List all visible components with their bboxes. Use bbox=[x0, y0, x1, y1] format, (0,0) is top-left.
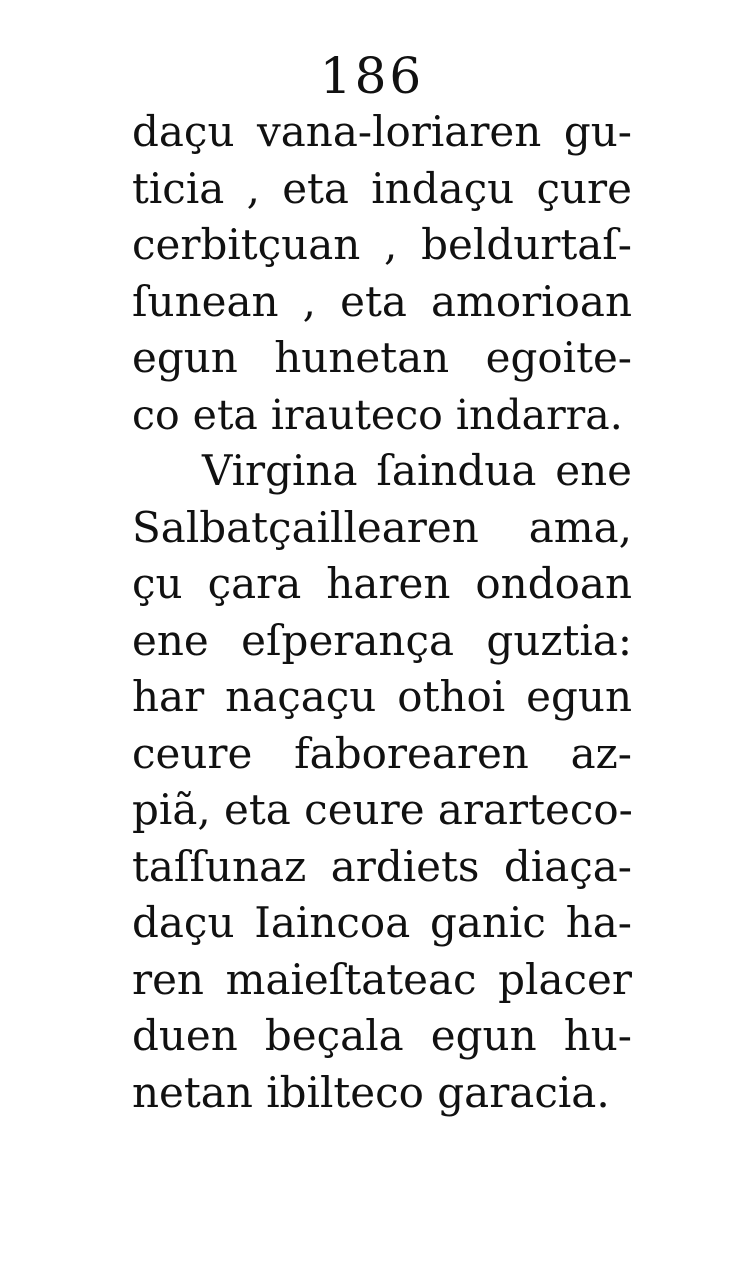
text-line: ene eſperança guztia: bbox=[132, 615, 632, 665]
text-line: cerbitçuan , beldurtaſ- bbox=[132, 220, 632, 269]
text-line: piã, eta ceure ararteco- bbox=[132, 785, 633, 834]
page-number: 186 bbox=[319, 47, 425, 105]
text-line: ticia , eta indaçu çure bbox=[132, 163, 632, 213]
text-line: har naçaçu othoi egun bbox=[132, 672, 632, 721]
text-line: duen beçala egun hu- bbox=[132, 1011, 632, 1060]
text-line: daçu vana-loriaren gu- bbox=[132, 107, 632, 156]
paragraph-first-line: Virgina ſaindua ene bbox=[202, 446, 632, 495]
text-line: çu çara haren ondoan bbox=[132, 559, 632, 608]
text-line: ren maieſtateac placer bbox=[132, 954, 632, 1004]
text-line: daçu Iaincoa ganic ha- bbox=[132, 898, 632, 947]
text-line: Salbatçaillearen ama, bbox=[132, 502, 632, 552]
text-line: egun hunetan egoite- bbox=[132, 333, 632, 382]
text-line: taſſunaz ardiets diaça- bbox=[132, 841, 632, 891]
text-line: co eta irauteco indarra. bbox=[132, 390, 623, 439]
text-line: ſunean , eta amorioan bbox=[132, 276, 632, 326]
body-text bbox=[132, 104, 632, 1121]
text-line: netan ibilteco garacia. bbox=[132, 1067, 610, 1117]
text-line: ceure faborearen az- bbox=[132, 728, 632, 778]
